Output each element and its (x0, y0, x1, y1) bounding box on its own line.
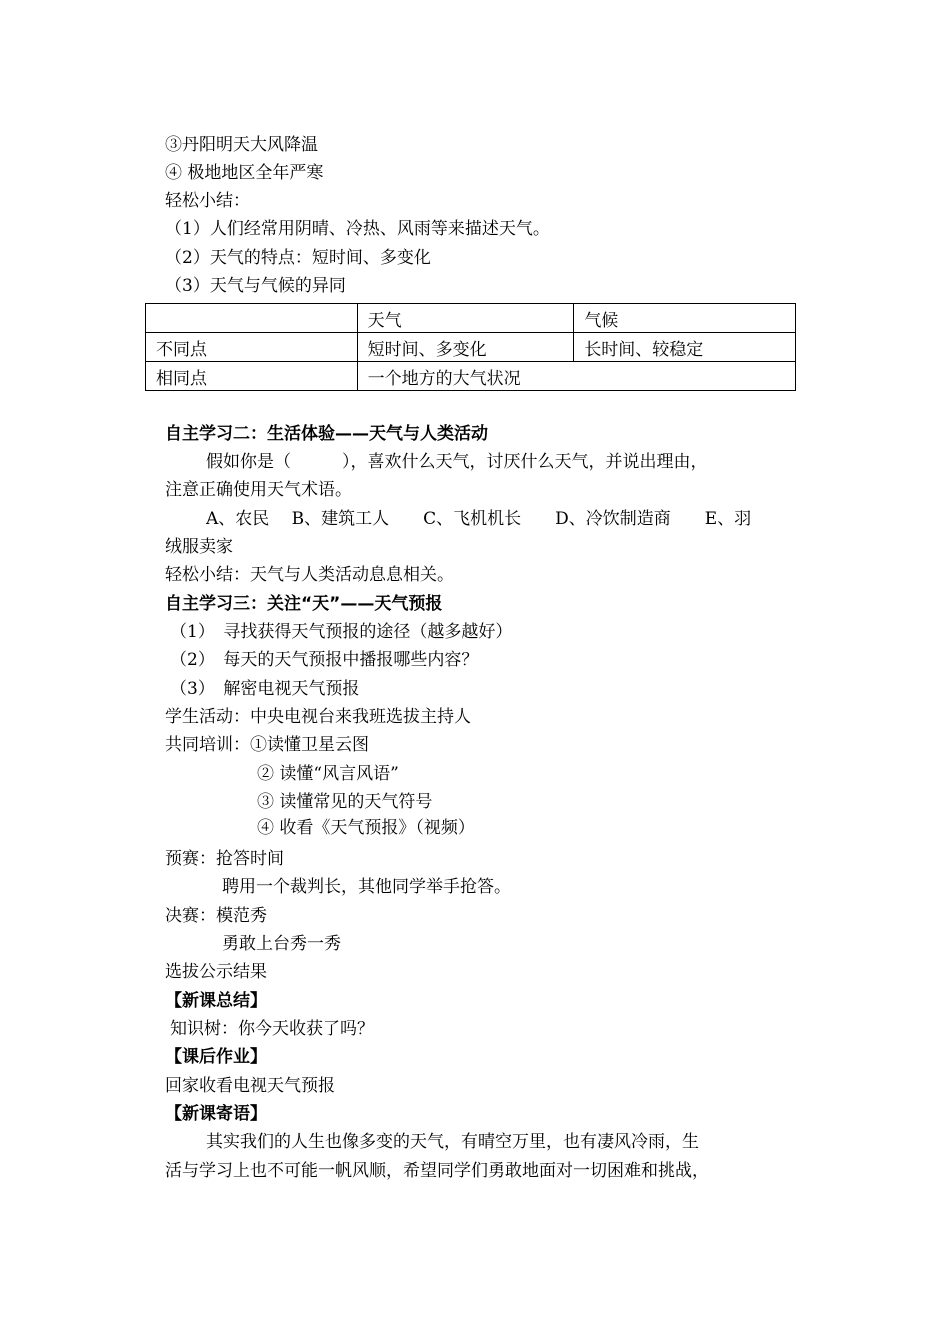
section3-heading: 自主学习三：关注“天”——天气预报 (165, 594, 443, 614)
training-label: 共同培训：①读懂卫星云图 (165, 735, 369, 755)
section2-paragraph-line1: 假如你是（ ），喜欢什么天气，讨厌什么天气，并说出理由， (206, 452, 708, 472)
section2-options-line2: 绒服卖家 (165, 537, 233, 557)
message-line1: 其实我们的人生也像多变的天气，有晴空万里，也有凄风冷雨，生 (206, 1132, 699, 1152)
table-row (146, 333, 796, 362)
table-cell: 一个地方的大气状况 (357, 362, 795, 391)
section3-item-1: （1） 寻找获得天气预报的途径（越多越好） (170, 622, 513, 642)
summary1-point-1: （1）人们经常用阴晴、冷热、风雨等来描述天气。 (165, 219, 550, 239)
intro-item-1: ③丹阳明天大风降温 (165, 135, 318, 155)
summary1-point-2: （2）天气的特点：短时间、多变化 (165, 248, 431, 268)
table-header-row (146, 304, 796, 333)
table-cell: 短时间、多变化 (357, 333, 574, 362)
weather-climate-table (145, 303, 796, 391)
prelim-label: 预赛：抢答时间 (165, 849, 284, 869)
selection-result: 选拔公示结果 (165, 962, 267, 982)
training-item-4: ④ 收看《天气预报》（视频） (257, 818, 475, 838)
table-row-label: 相同点 (146, 362, 358, 391)
section2-paragraph-line2: 注意正确使用天气术语。 (165, 480, 352, 500)
table-header-cell: 天气 (357, 304, 574, 333)
intro-item-2: ④ 极地地区全年严寒 (165, 163, 324, 183)
summary1-title: 轻松小结： (165, 191, 250, 211)
section2-summary: 轻松小结：天气与人类活动息息相关。 (165, 565, 454, 585)
table-cell: 长时间、较稳定 (574, 333, 796, 362)
training-item-3: ③ 读懂常见的天气符号 (257, 792, 433, 812)
summary-text: 知识树：你今天收获了吗？ (170, 1019, 374, 1039)
section3-item-2: （2） 每天的天气预报中播报哪些内容？ (170, 650, 479, 670)
final-label: 决赛：模范秀 (165, 906, 267, 926)
homework-heading: 【课后作业】 (165, 1047, 267, 1067)
section2-options-line1: A、农民 B、建筑工人 C、飞机机长 D、冷饮制造商 E、羽 (206, 509, 752, 529)
summary1-point-3: （3）天气与气候的异同 (165, 276, 346, 296)
section3-item-3: （3） 解密电视天气预报 (170, 679, 360, 699)
prelim-desc: 聘用一个裁判长，其他同学举手抢答。 (222, 877, 511, 897)
student-activity: 学生活动：中央电视台来我班选拔主持人 (165, 707, 471, 727)
table-header-cell (146, 304, 358, 333)
table-row (146, 362, 796, 391)
training-item-2: ② 读懂“风言风语” (257, 764, 399, 784)
section2-heading: 自主学习二：生活体验——天气与人类活动 (165, 424, 488, 444)
table-header-cell: 气候 (574, 304, 796, 333)
summary-heading: 【新课总结】 (165, 991, 267, 1011)
table-row-label: 不同点 (146, 333, 358, 362)
final-desc: 勇敢上台秀一秀 (222, 934, 341, 954)
message-heading: 【新课寄语】 (165, 1104, 267, 1124)
message-line2: 活与学习上也不可能一帆风顺，希望同学们勇敢地面对一切困难和挑战， (165, 1161, 709, 1181)
homework-text: 回家收看电视天气预报 (165, 1076, 335, 1096)
